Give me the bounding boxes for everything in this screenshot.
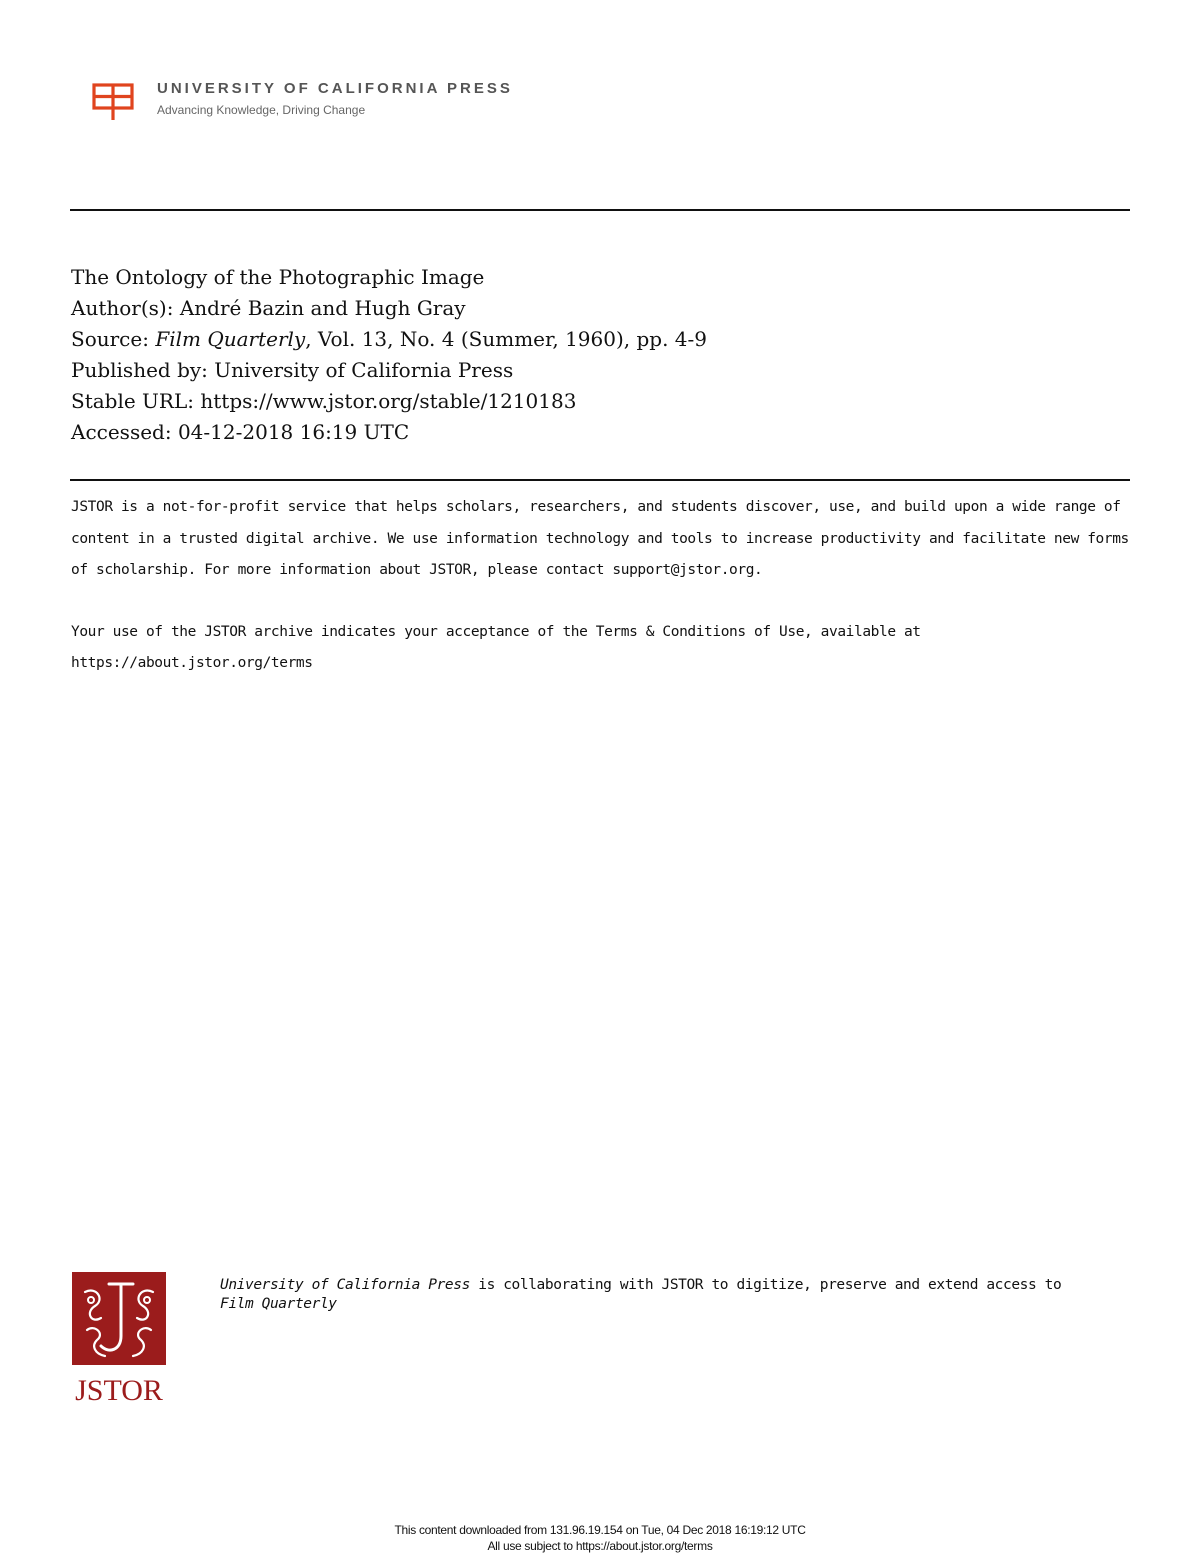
stable-url-link[interactable]: https://www.jstor.org/stable/1210183 [200,389,577,413]
jstor-wordmark: JSTOR [75,1374,163,1406]
notice-paragraph-1: JSTOR is a not-for-profit service that helps scholars, researchers, and students discover, use, and build upon a wide range of content in a trusted digital archive. We use information technology and tools to increase productivity and facilitate new forms of scholarship. For more information about JSTOR, please contact support@jstor.org. [71,499,1129,578]
citation-block [71,262,707,448]
ucpress-book-icon [92,80,134,122]
publisher-name: UNIVERSITY OF CALIFORNIA PRESS [157,80,513,97]
footer-line-1: This content downloaded from 131.96.19.154 on Tue, 04 Dec 2018 16:19:12 UTC [394,1523,806,1537]
publisher-line: Published by: University of California Press [71,358,514,382]
source-journal: Film Quarterly [155,327,306,351]
publisher-tagline: Advancing Knowledge, Driving Change [157,103,366,117]
authors: André Bazin and Hugh Gray [179,296,466,320]
jstor-emblem [72,1272,166,1365]
source-line: Source: Film Quarterly, Vol. 13, No. 4 (Summer, 1960), pp. 4-9 [71,327,708,351]
download-footer [0,1522,1200,1554]
top-divider [70,209,1130,211]
footer-line-2: All use subject to https://about.jstor.org/terms [487,1539,713,1553]
collab-journal: Film Quarterly [220,1296,337,1312]
accessed-line: Accessed: 04-12-2018 16:19 UTC [71,420,410,444]
notice-paragraph-2: Your use of the JSTOR archive indicates your acceptance of the Terms & Conditions of Use, available at https://about.jstor.org/terms [71,623,921,671]
middle-divider [70,479,1130,481]
article-title: The Ontology of the Photographic Image [71,265,485,289]
collab-publisher: University of California Press [220,1277,470,1293]
collaboration-statement: University of California Press is collaborating with JSTOR to digitize, preserve and extend access to Film Quarterly [220,1277,1062,1312]
authors-line: Author(s): André Bazin and Hugh Gray [71,296,466,320]
jstor-logo [71,1272,167,1406]
terms-link[interactable]: https://about.jstor.org/terms [71,655,313,671]
jstor-notice [71,492,1131,680]
stable-url-line: Stable URL: https://www.jstor.org/stable/1210183 [71,389,577,413]
